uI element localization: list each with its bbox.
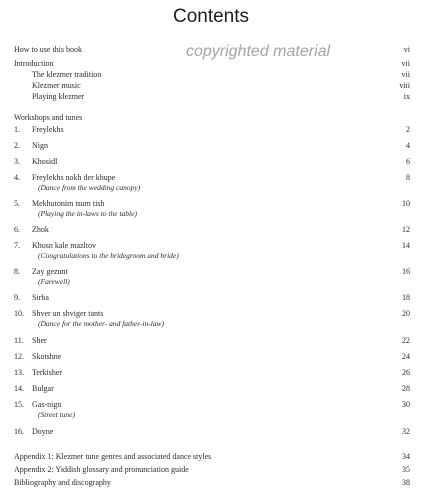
section-heading (0, 112, 422, 124)
toc-tune-number: 1. (14, 125, 20, 134)
toc-tune-title: Sirba (32, 293, 49, 302)
toc-entry (0, 477, 422, 489)
toc-tune-number: 2. (14, 141, 20, 150)
toc-tune-subtitle: (Dance for the mother- and father-in-law) (38, 319, 165, 328)
toc-tune-page: 16 (402, 267, 410, 276)
toc-tune-number: 15. (14, 400, 24, 409)
toc-entry-title: Appendix 2: Yiddish glossary and pronunciation guide (14, 465, 189, 474)
toc-tune-subtitle: (Street tune) (38, 410, 75, 419)
toc-tune-page: 20 (402, 309, 410, 318)
toc-tune-number: 8. (14, 267, 20, 276)
toc-tune-title: Mekhutonim tsum tish (32, 199, 105, 208)
toc-tune-number: 5. (14, 199, 20, 208)
toc-tune-subtitle: (Congratulations to the bridegroom and bride) (38, 251, 179, 260)
toc-tune-page: 30 (402, 400, 410, 409)
toc-tune-page: 24 (402, 352, 410, 361)
toc-tune-entry (0, 367, 422, 379)
toc-tune-entry (0, 156, 422, 168)
toc-tune-number: 13. (14, 368, 24, 377)
toc-entry-page: vii (401, 70, 410, 79)
toc-entry-title: Bibliography and discography (14, 478, 111, 487)
toc-tune-entry (0, 383, 422, 395)
toc-tune-title: Terkisher (32, 368, 63, 377)
toc-tune-number: 3. (14, 157, 20, 166)
toc-tune-title: Sher (32, 336, 47, 345)
toc-tune-title: Freylekhs nokh der khupe (32, 173, 116, 182)
toc-entry-page: vii (401, 59, 410, 68)
toc-tune-title: Khosn kale mazltov (32, 241, 96, 250)
toc-tune-page: 4 (406, 141, 410, 150)
toc-entry (0, 44, 422, 56)
toc-tune-number: 12. (14, 352, 24, 361)
toc-tune-title: Zhok (32, 225, 49, 234)
toc-tune-title: Doyne (32, 427, 54, 436)
toc-tune-page: 22 (402, 336, 410, 345)
toc-entry-page: 34 (402, 452, 410, 461)
toc-entry-title: Introduction (14, 59, 54, 68)
toc-tune-number: 7. (14, 241, 20, 250)
toc-tune-entry (0, 426, 422, 438)
toc-tune-title: Nign (32, 141, 48, 150)
toc-entry-page: vi (403, 45, 410, 54)
toc-entry-page: ix (403, 92, 410, 101)
toc-tune-entry (0, 335, 422, 347)
toc-tune-page: 2 (406, 125, 410, 134)
toc-entry-page: 35 (402, 465, 410, 474)
toc-tune-subtitle: (Playing the in-laws to the table) (38, 209, 137, 218)
toc-entry-title: Appendix 1: Klezmer tune genres and associated dance styles (14, 452, 212, 461)
toc-tune-number: 10. (14, 309, 24, 318)
toc-entry (0, 464, 422, 476)
page-title: Contents (172, 6, 250, 27)
toc-entry-title: How to use this book (14, 45, 82, 54)
toc-tune-subtitle: (Farewell) (38, 277, 70, 286)
toc-tune-number: 11. (14, 336, 24, 345)
toc-tune-page: 10 (402, 199, 410, 208)
toc-tune-entry (0, 266, 422, 286)
toc-tune-page: 18 (402, 293, 410, 302)
toc-tune-entry (0, 224, 422, 236)
toc-tune-number: 16. (14, 427, 24, 436)
toc-tune-page: 28 (402, 384, 410, 393)
toc-tune-entry (0, 240, 422, 260)
toc-tune-entry (0, 292, 422, 304)
toc-tune-title: Freylekhs (32, 125, 64, 134)
toc-tune-page: 8 (406, 173, 410, 182)
toc-entry-title: Playing klezmer (32, 92, 85, 101)
watermark: copyrighted material (186, 43, 331, 60)
toc-tune-entry (0, 351, 422, 363)
toc-entry (0, 451, 422, 463)
toc-tune-title: Gas-nign (32, 400, 62, 409)
toc-tune-title: Bulgar (32, 384, 54, 393)
toc-entry-page: 38 (402, 478, 410, 487)
toc-tune-number: 4. (14, 173, 20, 182)
toc-tune-page: 12 (402, 225, 410, 234)
toc-entry-title: Klezmer music (32, 81, 81, 90)
toc-tune-number: 6. (14, 225, 20, 234)
toc-entry-title: The klezmer tradition (32, 70, 102, 79)
section-heading-label: Workshops and tunes (14, 113, 83, 122)
toc-tune-entry (0, 198, 422, 218)
toc-tune-title: Shver un shviger tants (32, 309, 104, 318)
toc-tune-number: 14. (14, 384, 24, 393)
toc-tune-entry (0, 308, 422, 328)
toc-tune-page: 26 (402, 368, 410, 377)
toc-tune-entry (0, 124, 422, 136)
toc-tune-entry (0, 140, 422, 152)
toc-subentry (0, 91, 422, 103)
toc-tune-title: Khosidl (32, 157, 58, 166)
toc-tune-title: Zay gezunt (32, 267, 68, 276)
toc-tune-page: 14 (402, 241, 410, 250)
toc-tune-title: Skotshne (32, 352, 62, 361)
toc-tune-entry (0, 399, 422, 419)
toc-tune-subtitle: (Dance from the wedding canopy) (38, 183, 141, 192)
toc-tune-number: 9. (14, 293, 20, 302)
toc-tune-page: 32 (402, 427, 410, 436)
toc-entry-page: viii (399, 81, 410, 90)
toc-tune-page: 6 (406, 157, 410, 166)
toc-tune-entry (0, 172, 422, 192)
